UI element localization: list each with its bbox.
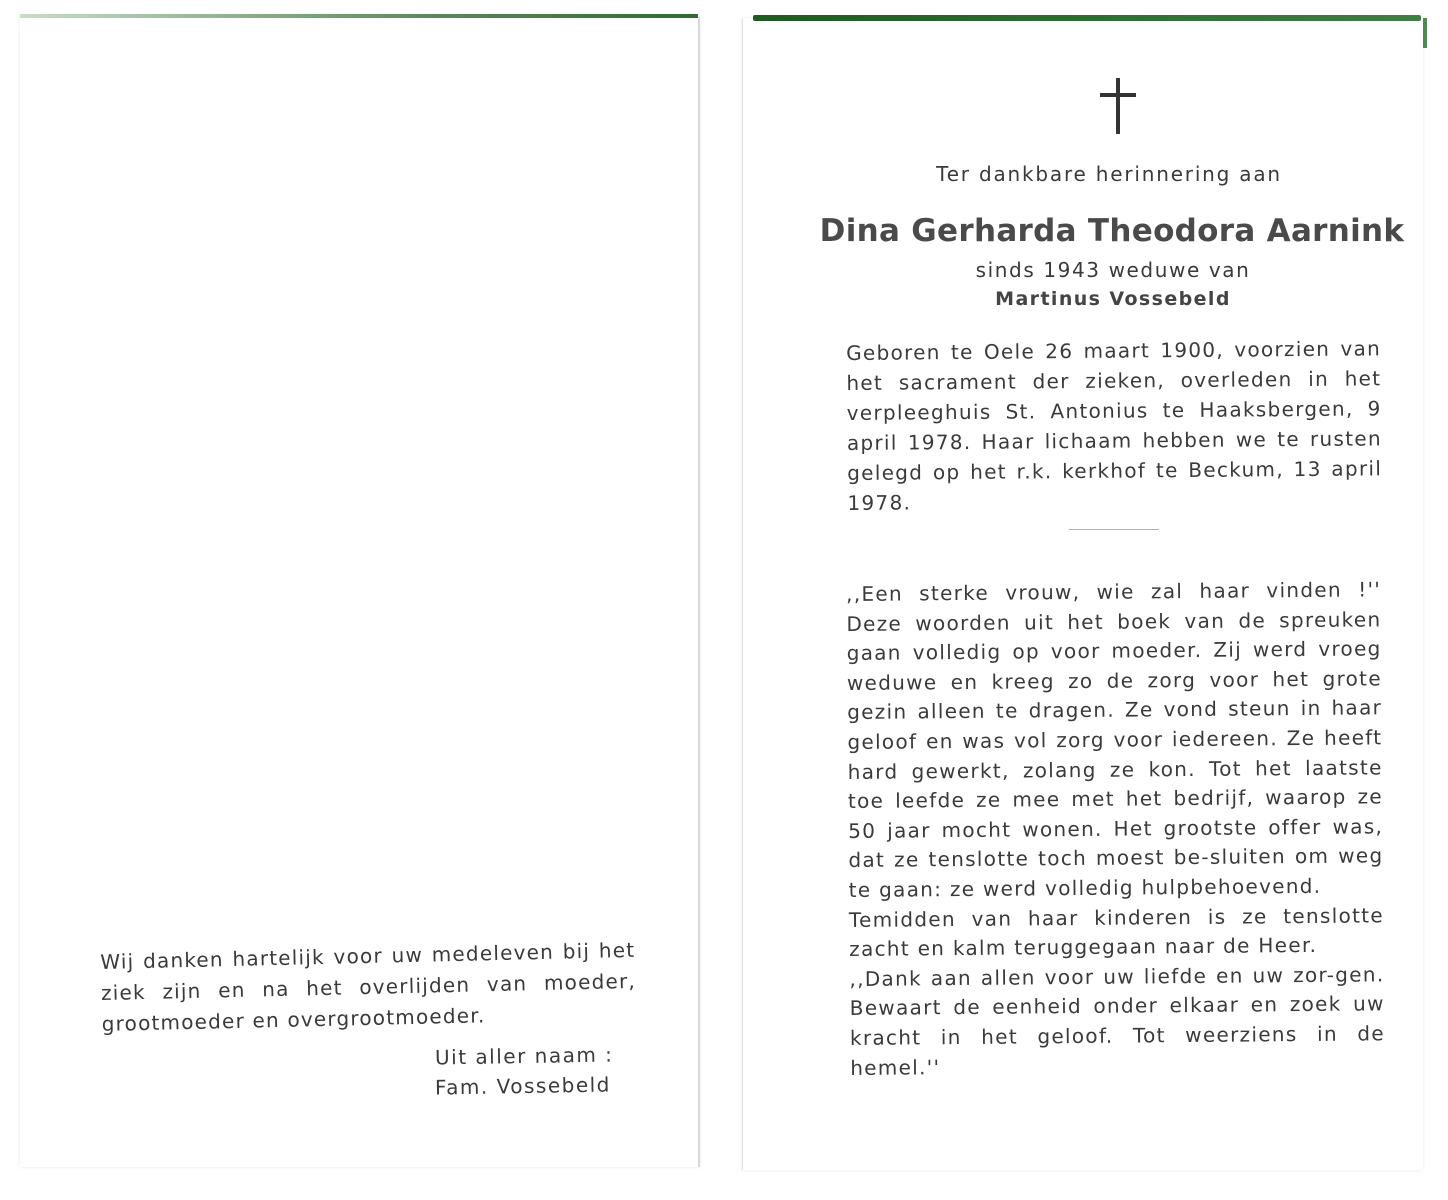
thanks-text: Wij danken hartelijk voor uw medeleven bij het ziek zijn en na het overlijden van moeder, grootmoeder en overgrootmoeder.	[100, 937, 637, 1036]
tribute-paragraph-1: ,,Een sterke vrouw, wie zal haar vinden !'' Deze woorden uit het boek van de spreuken gaan volledig op voor moeder. Zij werd vroeg weduwe en kreeg zo de zorg voor het grote gezin alleen te dragen. Ze vond steun in haar geloof en was vol zorg voor iedereen. Ze heeft hard gewerkt, zolang ze kon. Tot het laatste toe leefde ze mee met het bedrijf, waarop ze 50 jaar mocht wonen. Het grootste offer was, dat ze tenslotte toch moest be-sluiten om weg te gaan: ze werd volledig hulpbehoevend.	[846, 577, 1384, 902]
card-edge-trim	[753, 15, 1421, 21]
widow-line: sinds 1943 weduwe van	[975, 258, 1251, 282]
left-card	[20, 17, 700, 1167]
tribute-paragraph-3: ,,Dank aan allen voor uw liefde en uw zor-gen. Bewaart de eenheid onder elkaar en zoek uw kracht in het geloof. Tot weerziens in de hemel.''	[849, 962, 1386, 1080]
intro-line: Ter dankbare herinnering aan	[936, 162, 1282, 186]
cross-icon	[1100, 78, 1136, 134]
biography-text: Geboren te Oele 26 maart 1900, voorzien van het sacrament der zieken, overleden in het verpleeghuis St. Antonius te Haaksbergen, 9 april 1978. Haar lichaam hebben we te rusten gelegd op het r.k. kerkhof te Beckum, 13 april 1978.	[846, 336, 1383, 515]
tribute-paragraph-2: Temidden van haar kinderen is ze tenslotte zacht en kalm teruggegaan naar de Heer.	[848, 902, 1385, 962]
card-edge-trim	[20, 14, 698, 18]
right-card	[742, 18, 1423, 1170]
signature-name: Fam. Vossebeld	[434, 1072, 612, 1100]
tribute-text	[846, 575, 1385, 1083]
card-edge-side	[1423, 18, 1427, 48]
divider-line	[1069, 529, 1159, 530]
signature-label: Uit aller naam :	[434, 1042, 614, 1070]
husband-name: Martinus Vossebeld	[995, 288, 1231, 310]
deceased-name: Dina Gerharda Theodora Aarnink	[819, 213, 1405, 249]
